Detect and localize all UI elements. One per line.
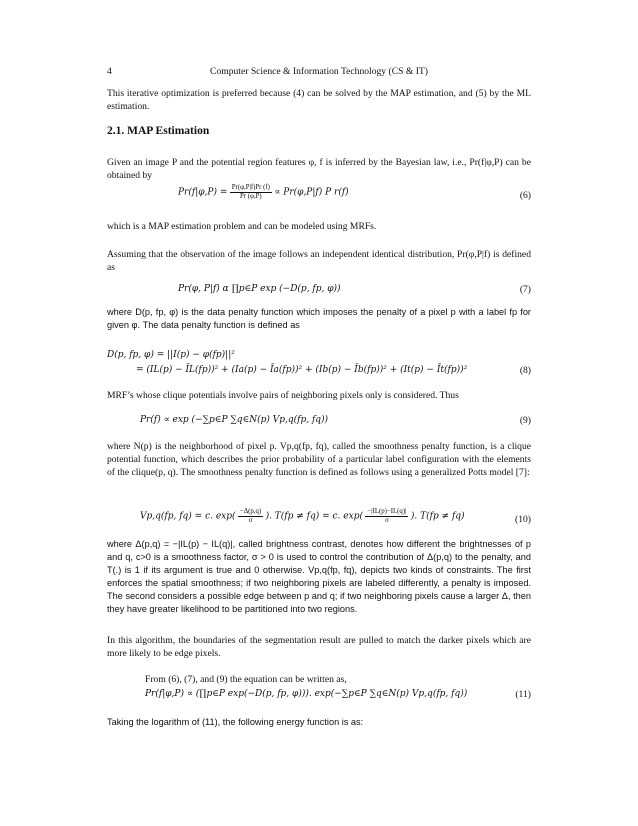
equation-9: Pr(f) ∝ exp (−∑p∈P ∑q∈N(p) Vp,q(fp, fq)) xyxy=(140,415,329,425)
eq10-denominator-2: σ xyxy=(385,517,389,524)
section-title: 2.1. MAP Estimation xyxy=(107,125,210,137)
paragraph-algorithm: In this algorithm, the boundaries of the segmentation result are pulled to match the darker pixels which are more likely to be edge pixels. xyxy=(107,635,531,659)
eq10-lhs: Vp,q(fp, fq) = c. exp( xyxy=(140,511,236,522)
paragraph-map: which is a MAP estimation problem and can be modeled using MRFs. xyxy=(107,221,377,232)
eq10-fraction-2 xyxy=(365,508,408,525)
eq6-lhs: Pr(f|φ,P) = xyxy=(178,187,228,198)
equation-7: Pr(φ, P|f) α ∏p∈P exp (−D(p, fp, φ)) xyxy=(178,284,341,294)
equation-10-number: (10) xyxy=(515,514,531,525)
equation-7-number: (7) xyxy=(519,284,531,295)
equation-8-line2: = (IL(p) − ĪL(fp))² + (Ia(p) − Īa(fp))² + (Ib(p) − Īb(fp))² + (It(p) − Īt(fp))² xyxy=(136,365,468,375)
eq6-denominator: Pr (φ,P) xyxy=(240,193,262,200)
paragraph-delta: where Δ(p,q) = −|IL(p) − IL(q)|, called brightness contrast, denotes how different the brightnesses of p and q, c>0 is a smoothness factor, σ > 0 is used to control the contribution of Δ(p,q) to the penalty, and T(.) is 1 if its argument is true and 0 otherwise. Vp,q(fp, fq), depicts two kinds of constraints. The first enforces the spatial smoothness; if two neighboring pixels are labeled differently, a penalty is imposed. The second considers a possible edge between p and q; if two neighboring pixels cause a larger Δ, then they have greater likelihood to be partitioned into two regions. xyxy=(107,539,531,614)
eq6-numerator: Pr(φ,P|f)Pr (f) xyxy=(231,184,270,191)
paragraph-assume: Assuming that the observation of the image follows an independent identical distribution, Pr(φ,P|f) is defined as xyxy=(107,249,531,273)
equation-8-line1: D(p, fp, φ) = ||I(p) − φ(fp)||² xyxy=(107,350,235,360)
paragraph-neighborhood: where N(p) is the neighborhood of pixel p. Vp,q(fp, fq), called the smoothness penalty function, is a clique potential function, which describes the prior probability of a particular label configuration with the elements of the clique(p, q). The smoothness penalty function is defined as follows using a generalized Potts model [7]: xyxy=(107,441,531,478)
eq10-numerator-2: −|IL(p)−IL(q)| xyxy=(367,508,407,515)
eq6-fraction xyxy=(230,184,272,201)
equation-11-number: (11) xyxy=(515,689,531,700)
page-number: 4 xyxy=(107,66,112,77)
eq6-rhs: ∝ Pr(φ,P|f) P r(f) xyxy=(274,187,349,198)
paragraph-given: Given an image P and the potential region features φ, f is inferred by the Bayesian law, i.e., Pr(f|φ,P) can be obtained by xyxy=(107,157,531,181)
equation-11: Pr(f|φ,P) ∝ (∏p∈P exp(−D(p, fp, φ))). exp(−∑p∈P ∑q∈N(p) Vp,q(fp, fq)) xyxy=(145,689,468,699)
paragraph-intro: This iterative optimization is preferred because (4) can be solved by the MAP estimation, and (5) by the ML estimation. xyxy=(107,88,531,112)
paragraph-where-d: where D(p, fp, φ) is the data penalty function which imposes the penalty of a pixel p with a label fp for given φ. The data penalty function is defined as xyxy=(107,307,531,330)
equation-6-number: (6) xyxy=(519,190,531,201)
paragraph-logarithm: Taking the logarithm of (11), the following energy function is as: xyxy=(107,717,364,727)
eq10-rhs: ). T(fp ≠ fq) xyxy=(410,511,465,522)
running-header: Computer Science & Information Technology (CS & IT) xyxy=(210,66,428,77)
paragraph-from: From (6), (7), and (9) the equation can be written as, xyxy=(145,674,347,685)
eq10-mid: ). T(fp ≠ fq) = c. exp( xyxy=(265,511,363,522)
equation-8-number: (8) xyxy=(519,365,531,376)
equation-10 xyxy=(140,508,465,525)
equation-9-number: (9) xyxy=(519,415,531,426)
paragraph-mrf: MRF’s whose clique potentials involve pairs of neighboring pixels only is considered. Thus xyxy=(107,390,459,401)
eq10-numerator-1: −Δ(p,q) xyxy=(239,508,262,515)
equation-6 xyxy=(178,184,349,201)
eq10-fraction-1 xyxy=(238,508,263,525)
eq10-denominator-1: σ xyxy=(248,517,253,524)
